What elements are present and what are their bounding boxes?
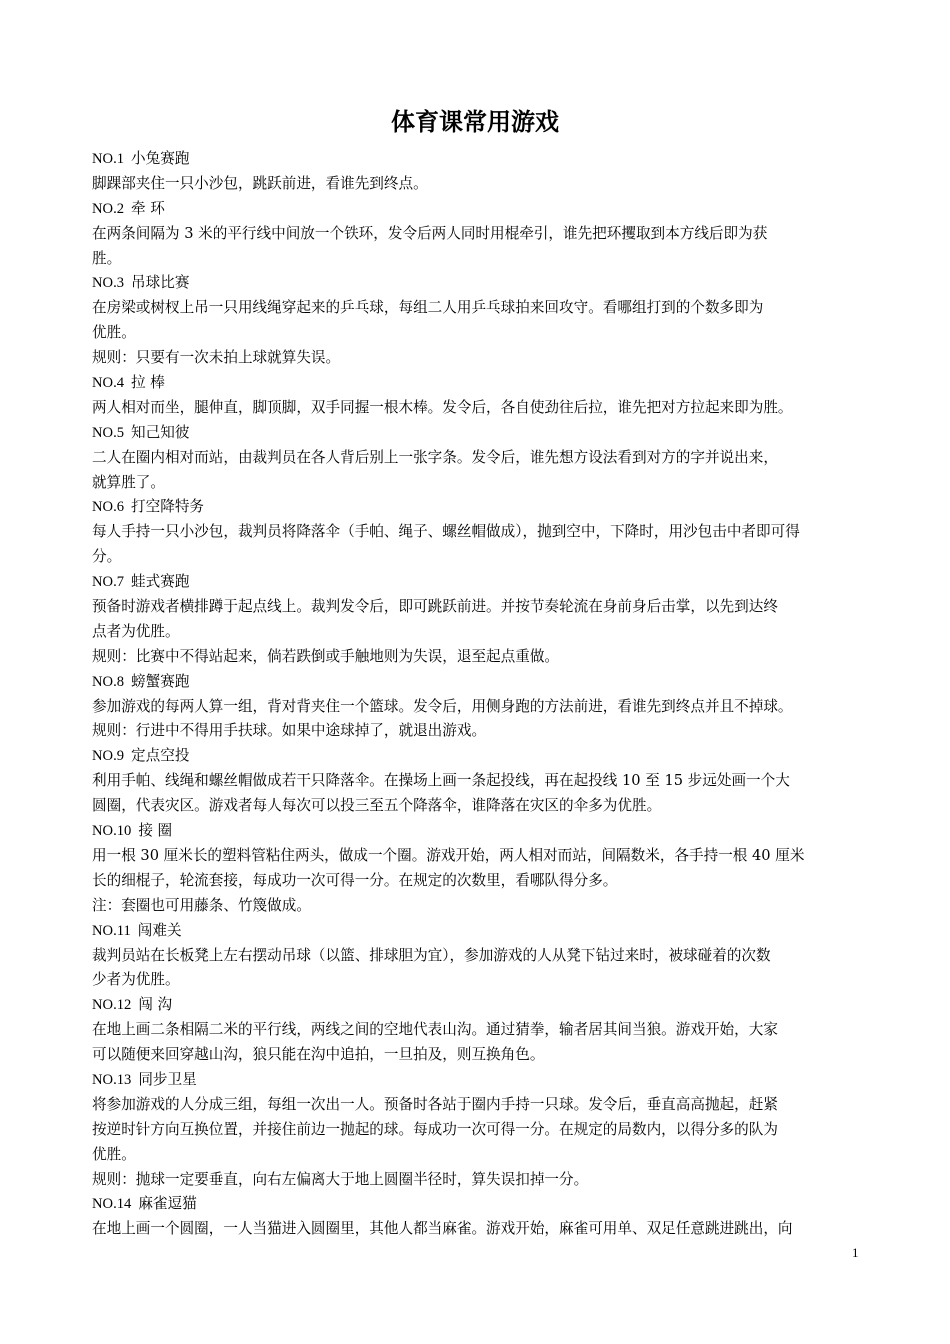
game-heading — [92, 570, 867, 595]
game-number: NO.4 — [92, 375, 125, 392]
game-heading — [92, 271, 867, 296]
game-name: 螃蟹赛跑 — [131, 672, 190, 690]
game-name: 麻雀逗猫 — [138, 1195, 197, 1213]
game-heading — [92, 197, 867, 222]
game-text-line: 点者为优胜。 — [92, 622, 180, 640]
game-name: 牵 环 — [131, 199, 165, 217]
game-heading — [92, 371, 867, 396]
game-heading — [92, 670, 867, 695]
game-number: NO.11 — [92, 922, 131, 939]
game-text-line: 用一根 30 厘米长的塑料管粘住两头，做成一个圈。游戏开始，两人相对而站，间隔数米，各手持一根 40 厘米 — [92, 846, 805, 864]
game-name: 小兔赛跑 — [131, 150, 190, 167]
game-text-line: 在地上画二条相隔二米的平行线，两线之间的空地代表山沟。通过猜拳，输者居其间当狼。游戏开始，大家 — [92, 1021, 778, 1039]
game-name: 接 圈 — [138, 822, 173, 840]
game-text-line: 规则：行进中不得用手扶球。如果中途球掉了，就退出游戏。 — [92, 722, 487, 740]
game-text-line: 在房梁或树杈上吊一只用线绳穿起来的乒乓球，每组二人用乒乓球拍来回攻守。看哪组打到的个数多即为 — [92, 299, 764, 317]
game-name: 闯 沟 — [138, 996, 173, 1014]
game-name: 同步卫星 — [138, 1070, 197, 1088]
game-text-line: 两人相对而坐，腿伸直，脚顶脚，双手同握一根木棒。发令后，各自使劲往后拉，谁先把对方拉起来即为胜。 — [92, 398, 793, 416]
game-text-line: 胜。 — [92, 249, 122, 267]
game-name: 吊球比赛 — [131, 274, 190, 292]
game-heading — [92, 919, 867, 944]
game-heading — [92, 993, 867, 1018]
game-name: 拉 棒 — [131, 374, 165, 392]
game-text-line: 二人在圈内相对而站，由裁判员在各人背后别上一张字条。发令后，谁先想方设法看到对方的字并说出来， — [92, 448, 778, 466]
game-heading — [92, 819, 867, 844]
game-text-line: 优胜。 — [92, 1145, 136, 1163]
game-text-line: 预备时游戏者横排蹲于起点线上。裁判发令后，即可跳跃前进。并按节奏轮流在身前身后击掌，以先到达终 — [92, 598, 778, 616]
game-text-line: 规则：比赛中不得站起来，倘若跌倒或手触地则为失误，退至起点重做。 — [92, 647, 560, 665]
game-text-line: 将参加游戏的人分成三组，每组一次出一人。预备时各站于圈内手持一只球。发令后，垂直高高抛起，赶紧 — [92, 1095, 778, 1113]
game-number: NO.10 — [92, 823, 132, 840]
game-name: 定点空投 — [131, 747, 190, 765]
game-number: NO.7 — [92, 574, 125, 591]
game-heading — [92, 147, 867, 172]
game-text-line: 参加游戏的每两人算一组，背对背夹住一个篮球。发令后，用侧身跑的方法前进，看谁先到终点并且不掉球。 — [92, 697, 793, 715]
game-text-line: 长的细棍子，轮流套接，每成功一次可得一分。在规定的次数里，看哪队得分多。 — [92, 871, 618, 889]
game-text-line: 在地上画一个圆圈，一人当猫进入圆圈里，其他人都当麻雀。游戏开始，麻雀可用单、双足任意跳进跳出，向 — [92, 1220, 793, 1238]
page-title: 体育课常用游戏 — [391, 107, 559, 136]
game-text-line: 在两条间隔为 3 米的平行线中间放一个铁环，发令后两人同时用棍牵引，谁先把环攫取到本方线后即为获 — [92, 224, 768, 242]
page-number: 1 — [852, 1245, 859, 1260]
game-text-line: 规则：只要有一次未拍上球就算失误。 — [92, 349, 341, 367]
game-number: NO.1 — [92, 151, 125, 167]
game-text-line: 圆圈，代表灾区。游戏者每人每次可以投三至五个降落伞，谁降落在灾区的伞多为优胜。 — [92, 797, 662, 815]
game-heading — [92, 495, 867, 520]
game-text-line: 规则：抛球一定要垂直，向右左偏离大于地上圆圈半径时，算失误扣掉一分。 — [92, 1170, 589, 1188]
game-number: NO.8 — [92, 673, 125, 690]
game-number: NO.13 — [92, 1071, 132, 1088]
game-text-line: 注：套圈也可用藤条、竹篾做成。 — [92, 896, 311, 914]
game-text-line: 分。 — [92, 548, 122, 566]
game-number: NO.14 — [92, 1196, 132, 1213]
game-number: NO.12 — [92, 997, 132, 1014]
game-text-line: 脚踝部夹住一只小沙包，跳跃前进，看谁先到终点。 — [92, 174, 428, 192]
game-number: NO.5 — [92, 424, 125, 441]
game-text-line: 裁判员站在长板凳上左右摆动吊球（以篮、排球胆为宜），参加游戏的人从凳下钻过来时，被球碰着的次数 — [92, 946, 771, 964]
game-text-line: 少者为优胜。 — [92, 971, 180, 989]
game-name: 蛙式赛跑 — [131, 573, 190, 591]
game-number: NO.9 — [92, 748, 125, 765]
game-text-line: 优胜。 — [92, 324, 136, 342]
game-heading — [92, 421, 867, 446]
game-text-line: 每人手持一只小沙包，裁判员将降落伞（手帕、绳子、螺丝帽做成），抛到空中，下降时，用沙包击中者即可得 — [92, 523, 800, 541]
game-number: NO.3 — [92, 275, 125, 292]
game-heading — [92, 1192, 867, 1217]
game-heading — [92, 744, 867, 769]
document-body — [92, 147, 867, 1242]
game-name: 打空降特务 — [131, 498, 205, 516]
game-text-line: 利用手帕、线绳和螺丝帽做成若干只降落伞。在操场上画一条起投线，再在起投线 10 至 15 步远处画一个大 — [92, 772, 790, 790]
game-text-line: 按逆时针方向互换位置，并接住前边一抛起的球。每成功一次可得一分。在规定的局数内，以得分多的队为 — [92, 1120, 778, 1138]
game-name: 知己知彼 — [131, 423, 190, 441]
game-name: 闯难关 — [137, 921, 182, 939]
game-number: NO.2 — [92, 200, 125, 217]
game-text-line: 可以随便来回穿越山沟，狼只能在沟中追拍，一旦拍及，则互换角色。 — [92, 1046, 545, 1064]
game-number: NO.6 — [92, 499, 125, 516]
game-heading — [92, 1068, 867, 1093]
game-text-line: 就算胜了。 — [92, 473, 165, 491]
